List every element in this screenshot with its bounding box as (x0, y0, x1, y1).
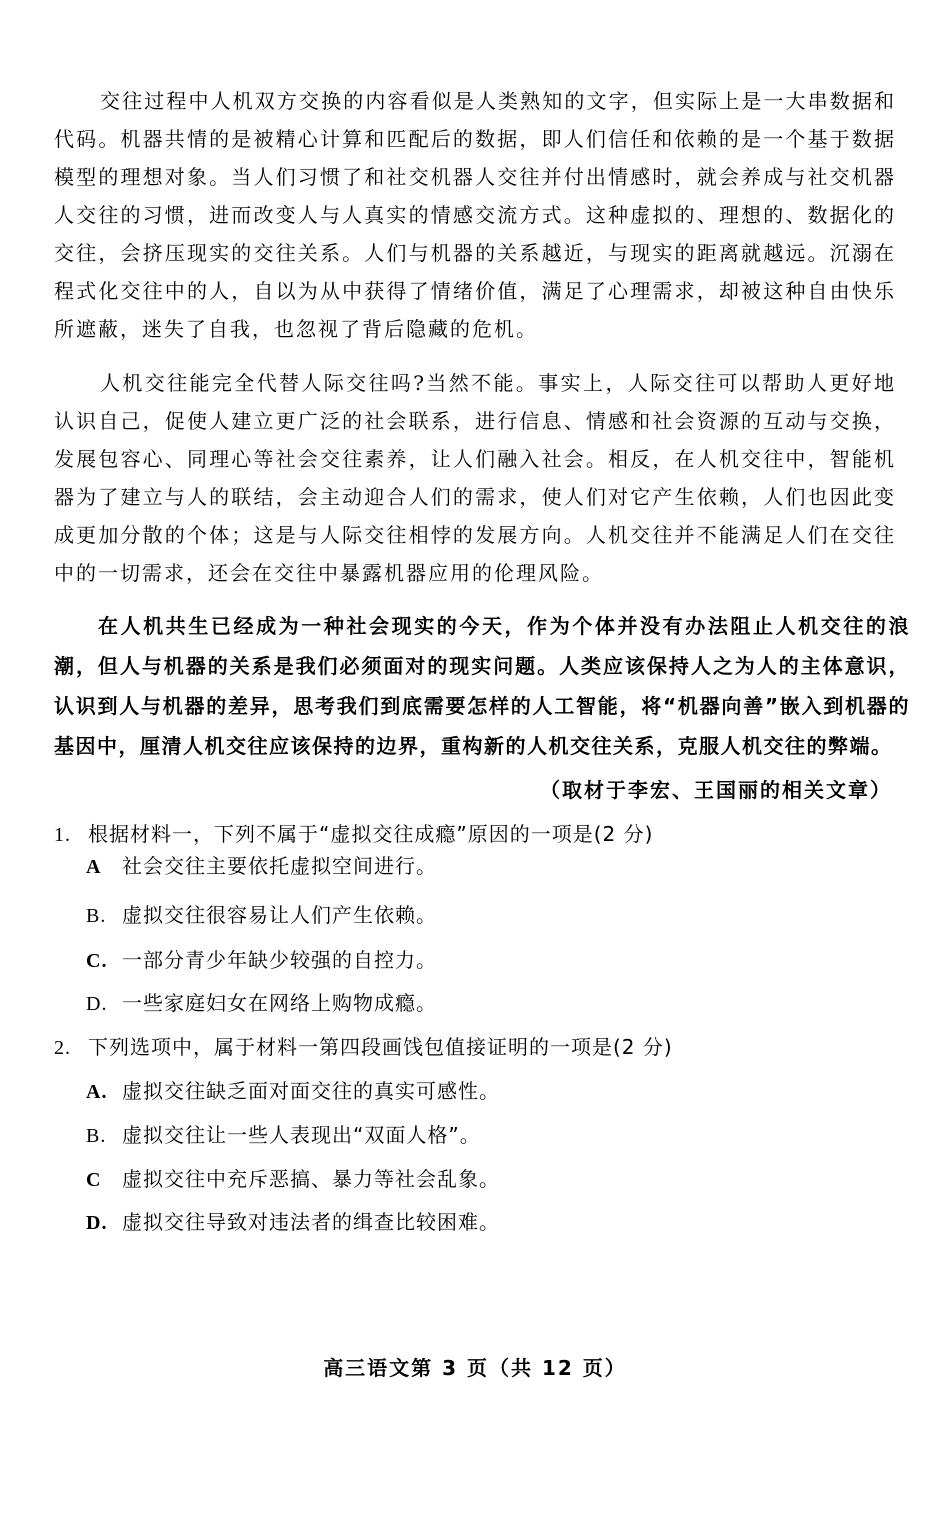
question-1-option-a (86, 850, 437, 879)
question-2-option-d (86, 1206, 500, 1235)
passage-paragraph-1: 交往过程中人机双方交换的内容看似是人类熟知的文字，但实际上是一大串数据和代码。机器共情的是被精心计算和匹配后的数据，即人们信任和依赖的是一个基于数据模型的理想对象。当人们习惯了和社交机器人交往并付出情感时，就会养成与社交机器人交往的习惯，进而改变人与人真实的情感交流方式。这种虚拟的、理想的、数据化的交往，会挤压现实的交往关系。人们与机器的关系越近，与现实的距离就越远。沉溺在程式化交往中的人，自以为从中获得了情绪价值，满足了心理需求，却被这种自由快乐所遮蔽，迷失了自我，也忽视了背后隐藏的危机。 (54, 89, 896, 341)
question-2 (54, 1031, 673, 1060)
question-1-option-d (86, 987, 437, 1016)
option-letter: A (86, 856, 102, 878)
passage-paragraph-3: 在人机共生已经成为一种社会现实的今天，作为个体并没有办法阻止人机交往的浪潮，但人与机器的关系是我们必须面对的现实问题。人类应该保持人之为人的主体意识，认识到人与机器的差异，思考我们到底需要怎样的人工智能，将“机器向善”嵌入到机器的基因中，厘清人机交往应该保持的边界，重构新的人机交往关系，克服人机交往的弊端。 (54, 614, 910, 758)
question-1-stem: 根据材料一，下列不属于“虚拟交往成瘾”原因的一项是(2 分) (88, 822, 654, 846)
question-2-option-b (86, 1119, 481, 1148)
page-footer: 高三语文第 3 页（共 12 页） (323, 1356, 627, 1380)
question-1-option-c (86, 944, 437, 973)
option-text: 虚拟交往缺乏面对面交往的真实可感性。 (122, 1079, 500, 1103)
option-text: 一部分青少年缺少较强的自控力。 (122, 948, 437, 972)
option-text: 一些家庭妇女在网络上购物成瘾。 (122, 991, 437, 1015)
option-letter: C. (86, 950, 108, 972)
question-1-number: 1. (54, 824, 71, 846)
option-letter: A. (86, 1081, 108, 1103)
option-text: 虚拟交往让一些人表现出“双面人格”。 (122, 1123, 481, 1147)
option-text: 虚拟交往导致对违法者的缉查比较困难。 (122, 1210, 500, 1234)
option-text: 虚拟交往很容易让人们产生依赖。 (122, 903, 437, 927)
passage-source: （取材于李宏、王国丽的相关文章） (540, 778, 892, 802)
option-letter: D. (86, 993, 108, 1015)
option-text: 社会交往主要依托虚拟空间进行。 (122, 854, 437, 878)
passage-paragraph-2: 人机交往能完全代替人际交往吗?当然不能。事实上，人际交往可以帮助人更好地认识自己，促使人建立更广泛的社会联系，进行信息、情感和社会资源的互动与交换，发展包容心、同理心等社会交往素养，让人们融入社会。相反，在人机交往中，智能机器为了建立与人的联结，会主动迎合人们的需求，使人们对它产生依赖，人们也因此变成更加分散的个体；这是与人际交往相悖的发展方向。人机交往并不能满足人们在交往中的一切需求，还会在交往中暴露机器应用的伦理风险。 (54, 371, 896, 585)
question-1 (54, 818, 653, 847)
option-letter: C (86, 1169, 102, 1191)
question-2-stem: 下列选项中，属于材料一第四段画饯包值接证明的一项是(2 分) (88, 1035, 673, 1059)
question-2-option-a (86, 1075, 500, 1104)
question-2-option-c (86, 1163, 500, 1192)
option-text: 虚拟交往中充斥恶搞、暴力等社会乱象。 (122, 1167, 500, 1191)
question-1-option-b (86, 899, 437, 928)
option-letter: B. (86, 905, 107, 927)
question-2-number: 2. (54, 1037, 71, 1059)
option-letter: D. (86, 1212, 108, 1234)
option-letter: B. (86, 1125, 107, 1147)
